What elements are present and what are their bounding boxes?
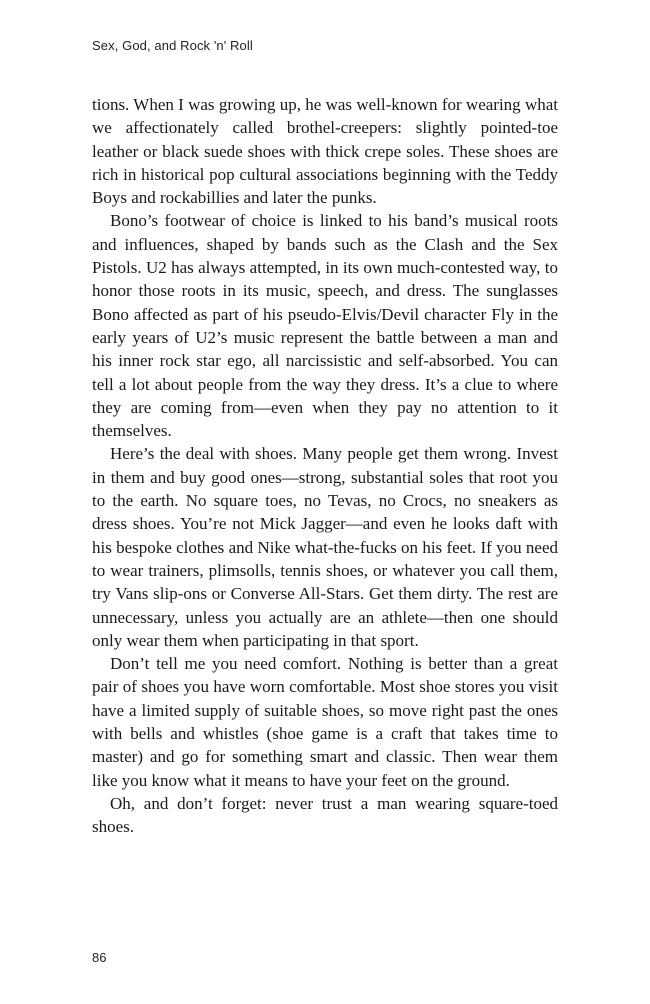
paragraph-comfort: Don’t tell me you need comfort. Nothing is better than a great pair of shoes you have worn comfortable. Most shoe stores you visit have a limited supply of suitable shoes, so move right past the ones with bells and whistles (shoe game is a craft that takes time to master) and go for something smart and classic. Then wear them like you know what it means to have your feet on the ground. [92,654,558,790]
paragraph-continued: tions. When I was growing up, he was well-known for wearing what we affectionately called brothel-creepers: slightly pointed-toe leather or black suede shoes with thick crepe soles. These shoes are rich in historical pop cultural associations beginning with the Teddy Boys and rockabillies and later the punks. [92,95,558,208]
paragraph-square-toed: Oh, and don’t forget: never trust a man wearing square-toed shoes. [92,793,558,837]
page-number: 86 [92,950,107,965]
running-head: Sex, God, and Rock 'n' Roll [92,38,253,53]
body-text [92,93,558,839]
paragraph-bono-footwear: Bono’s footwear of choice is linked to his band’s musical roots and influences, shaped by bands such as the Clash and the Sex Pistols. U2 has always attempted, in its own much-contested way, to honor those roots in its music, speech, and dress. The sunglasses Bono affected as part of his pseudo-Elvis/Devil character Fly in the early years of U2’s music represent the battle between a man and his inner rock star ego, all narcissistic and self-absorbed. You can tell a lot about people from the way they dress. It’s a clue to where they are coming from—even when they pay no attention to it themselves. [92,211,558,441]
paragraph-shoes-deal: Here’s the deal with shoes. Many people get them wrong. Invest in them and buy good ones—strong, substantial soles that root you to the earth. No square toes, no Tevas, no Crocs, no sneakers as dress shoes. You’re not Mick Jagger—and even he looks daft with his bespoke clothes and Nike what-the-fucks on his feet. If you need to wear trainers, plimsolls, tennis shoes, or whatever you call them, try Vans slip-ons or Converse All-Stars. Get them dirty. The rest are unnecessary, unless you actually are an athlete—then one should only wear them when participating in that sport. [92,444,558,650]
